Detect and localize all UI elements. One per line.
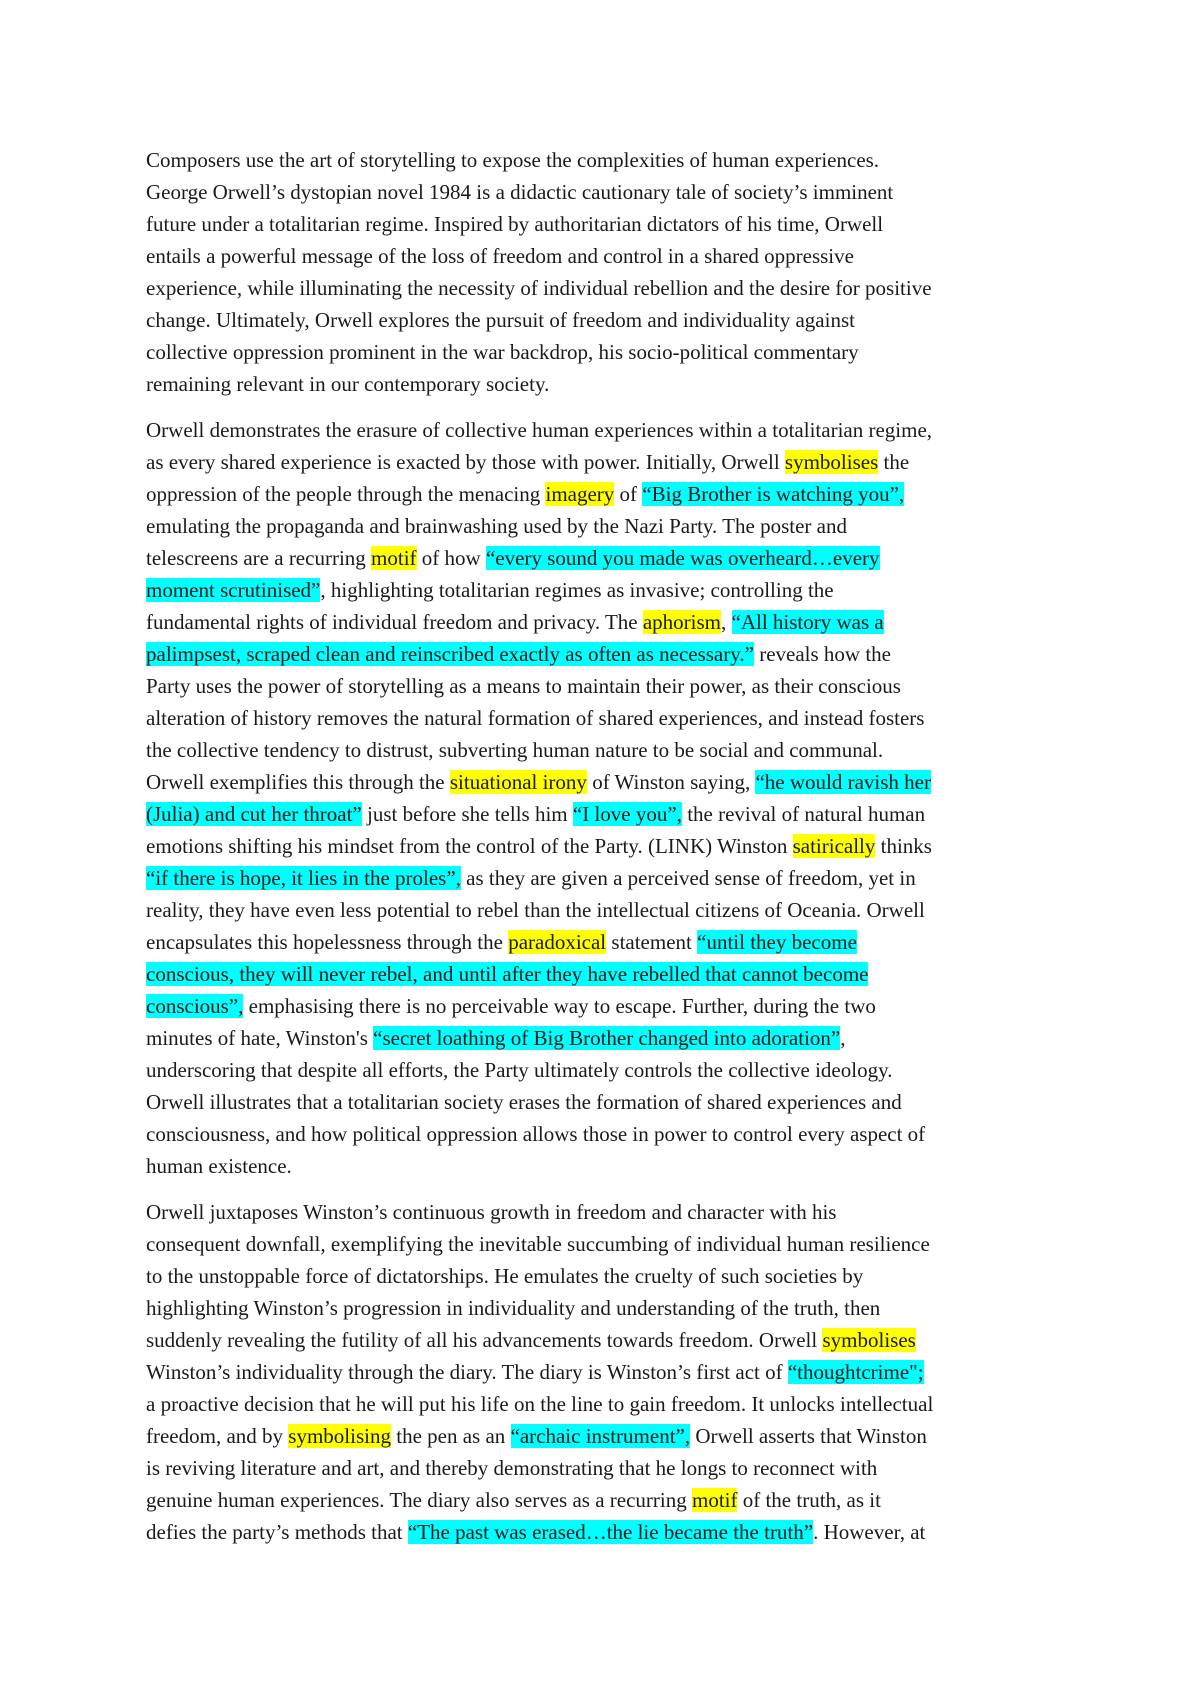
text-run: human existence. <box>146 1154 292 1178</box>
quote-highlight: (Julia) and cut her throat” <box>146 802 362 826</box>
text-line <box>146 1196 1076 1228</box>
quote-highlight: “every sound you made was overheard…every <box>485 546 880 570</box>
text-line <box>146 1356 1076 1388</box>
text-line <box>146 766 1076 798</box>
text-run: Orwell illustrates that a totalitarian society erases the formation of shared experiences and <box>146 1090 902 1114</box>
text-run: reality, they have even less potential to rebel than the intellectual citizens of Oceania. Orwell <box>146 898 925 922</box>
text-line <box>146 1452 1076 1484</box>
document-page <box>146 144 1076 1562</box>
text-line <box>146 478 1076 510</box>
text-run: Composers use the art of storytelling to expose the complexities of human experiences. <box>146 148 880 172</box>
text-run: emphasising there is no perceivable way to escape. Further, during the two <box>243 994 876 1018</box>
text-run: fundamental rights of individual freedom and privacy. The <box>146 610 643 634</box>
text-run: telescreens are a recurring <box>146 546 372 570</box>
technique-highlight: situational irony <box>449 770 587 794</box>
text-line <box>146 606 1076 638</box>
quote-highlight: “archaic instrument”, <box>510 1424 691 1448</box>
text-line <box>146 304 1076 336</box>
text-run: , <box>840 1026 846 1050</box>
text-line <box>146 958 1076 990</box>
quote-highlight: “thoughtcrime"; <box>787 1360 924 1384</box>
text-line <box>146 446 1076 478</box>
text-run: encapsulates this hopelessness through the <box>146 930 509 954</box>
quote-highlight: “if there is hope, it lies in the proles”, <box>146 866 461 890</box>
text-line <box>146 1516 1076 1548</box>
text-run: of <box>614 482 643 506</box>
text-line <box>146 1388 1076 1420</box>
text-line <box>146 208 1076 240</box>
text-line <box>146 1118 1076 1150</box>
quote-highlight: conscious”, <box>146 994 244 1018</box>
text-run: reveals how the <box>753 642 892 666</box>
technique-highlight: aphorism <box>642 610 722 634</box>
text-line <box>146 862 1076 894</box>
text-run: to the unstoppable force of dictatorships. He emulates the cruelty of such societies by <box>146 1264 864 1288</box>
essay-paragraph <box>146 144 1076 400</box>
text-line <box>146 1260 1076 1292</box>
text-run: collective oppression prominent in the war backdrop, his socio-political commentary <box>146 340 859 364</box>
text-line <box>146 368 1076 400</box>
text-line <box>146 926 1076 958</box>
text-run: Party uses the power of storytelling as a means to maintain their power, as their conscious <box>146 674 901 698</box>
text-run: minutes of hate, Winston's <box>146 1026 374 1050</box>
text-run: change. Ultimately, Orwell explores the pursuit of freedom and individuality against <box>146 308 855 332</box>
text-run: George Orwell’s dystopian novel 1984 is a didactic cautionary tale of society’s imminent <box>146 180 894 204</box>
text-run: the <box>878 450 910 474</box>
text-run: consequent downfall, exemplifying the inevitable succumbing of individual human resilience <box>146 1232 930 1256</box>
essay-paragraph <box>146 414 1076 1182</box>
text-run: statement <box>606 930 698 954</box>
quote-highlight: “All history was a <box>731 610 884 634</box>
text-run: genuine human experiences. The diary also serves as a recurring <box>146 1488 692 1512</box>
text-line <box>146 702 1076 734</box>
text-line <box>146 336 1076 368</box>
text-run: consciousness, and how political oppression allows those in power to control every aspect of <box>146 1122 926 1146</box>
text-run: emotions shifting his mindset from the control of the Party. (LINK) Winston <box>146 834 793 858</box>
text-run: of Winston saying, <box>586 770 756 794</box>
quote-highlight: conscious, they will never rebel, and until after they have rebelled that cannot become <box>146 962 869 986</box>
technique-highlight: motif <box>371 546 417 570</box>
essay-paragraph <box>146 1196 1076 1548</box>
text-line <box>146 670 1076 702</box>
text-run: , <box>721 610 732 634</box>
text-run: remaining relevant in our contemporary society. <box>146 372 550 396</box>
text-run: entails a powerful message of the loss of freedom and control in a shared oppressive <box>146 244 854 268</box>
text-line <box>146 990 1076 1022</box>
quote-highlight: “I love you”, <box>572 802 682 826</box>
text-run: experience, while illuminating the necessity of individual rebellion and the desire for positive <box>146 276 932 300</box>
text-run: thinks <box>875 834 932 858</box>
quote-highlight: “he would ravish her <box>755 770 931 794</box>
text-run: the collective tendency to distrust, subverting human nature to be social and communal. <box>146 738 884 762</box>
text-run: future under a totalitarian regime. Inspired by authoritarian dictators of his time, Orwell <box>146 212 884 236</box>
text-line <box>146 1022 1076 1054</box>
text-run: oppression of the people through the menacing <box>146 482 546 506</box>
text-line <box>146 1420 1076 1452</box>
technique-highlight: satirically <box>792 834 876 858</box>
text-line <box>146 574 1076 606</box>
text-run: highlighting Winston’s progression in individuality and understanding of the truth, then <box>146 1296 881 1320</box>
text-line <box>146 638 1076 670</box>
text-run: alteration of history removes the natural formation of shared experiences, and instead fosters <box>146 706 925 730</box>
quote-highlight: “until they become <box>697 930 857 954</box>
text-run: the pen as an <box>390 1424 511 1448</box>
text-run: emulating the propaganda and brainwashing used by the Nazi Party. The poster and <box>146 514 847 538</box>
technique-highlight: symbolises <box>784 450 879 474</box>
technique-highlight: motif <box>691 1488 738 1512</box>
text-line <box>146 798 1076 830</box>
text-line <box>146 1324 1076 1356</box>
text-run: as every shared experience is exacted by those with power. Initially, Orwell <box>146 450 785 474</box>
text-run: as they are given a perceived sense of freedom, yet in <box>460 866 916 890</box>
text-line <box>146 240 1076 272</box>
text-line <box>146 1292 1076 1324</box>
quote-highlight: “The past was erased…the lie became the truth” <box>407 1520 814 1544</box>
quote-highlight: “secret loathing of Big Brother changed into adoration” <box>373 1026 841 1050</box>
technique-highlight: symbolising <box>288 1424 391 1448</box>
text-run: just before she tells him <box>361 802 573 826</box>
text-run: of how <box>416 546 486 570</box>
text-line <box>146 734 1076 766</box>
text-run: suddenly revealing the futility of all his advancements towards freedom. Orwell <box>146 1328 823 1352</box>
text-line <box>146 176 1076 208</box>
text-line <box>146 414 1076 446</box>
text-run: the revival of natural human <box>681 802 926 826</box>
text-line <box>146 894 1076 926</box>
quote-highlight: palimpsest, scraped clean and reinscribed exactly as often as necessary.” <box>146 642 754 666</box>
text-run: underscoring that despite all efforts, the Party ultimately controls the collective ideology. <box>146 1058 893 1082</box>
technique-highlight: paradoxical <box>508 930 607 954</box>
text-line <box>146 830 1076 862</box>
text-run: Orwell demonstrates the erasure of collective human experiences within a totalitarian regime, <box>146 418 933 442</box>
text-run: Orwell exemplifies this through the <box>146 770 450 794</box>
text-line <box>146 1086 1076 1118</box>
text-run: freedom, and by <box>146 1424 289 1448</box>
text-line <box>146 510 1076 542</box>
text-line <box>146 1054 1076 1086</box>
quote-highlight: “Big Brother is watching you”, <box>642 482 905 506</box>
text-line <box>146 144 1076 176</box>
text-run: defies the party’s methods that <box>146 1520 408 1544</box>
text-line <box>146 542 1076 574</box>
text-run: , highlighting totalitarian regimes as invasive; controlling the <box>320 578 834 602</box>
text-run: is reviving literature and art, and thereby demonstrating that he longs to reconnect with <box>146 1456 878 1480</box>
quote-highlight: moment scrutinised” <box>146 578 321 602</box>
text-run: . However, at <box>813 1520 926 1544</box>
text-run: Orwell juxtaposes Winston’s continuous growth in freedom and character with his <box>146 1200 837 1224</box>
text-line <box>146 1150 1076 1182</box>
text-run: Orwell asserts that Winston <box>690 1424 927 1448</box>
technique-highlight: imagery <box>545 482 615 506</box>
technique-highlight: symbolises <box>822 1328 916 1352</box>
text-line <box>146 272 1076 304</box>
text-run: a proactive decision that he will put his life on the line to gain freedom. It unlocks intellectual <box>146 1392 934 1416</box>
text-line <box>146 1484 1076 1516</box>
text-line <box>146 1228 1076 1260</box>
text-run: of the truth, as it <box>737 1488 881 1512</box>
text-run: Winston’s individuality through the diary. The diary is Winston’s first act of <box>146 1360 788 1384</box>
